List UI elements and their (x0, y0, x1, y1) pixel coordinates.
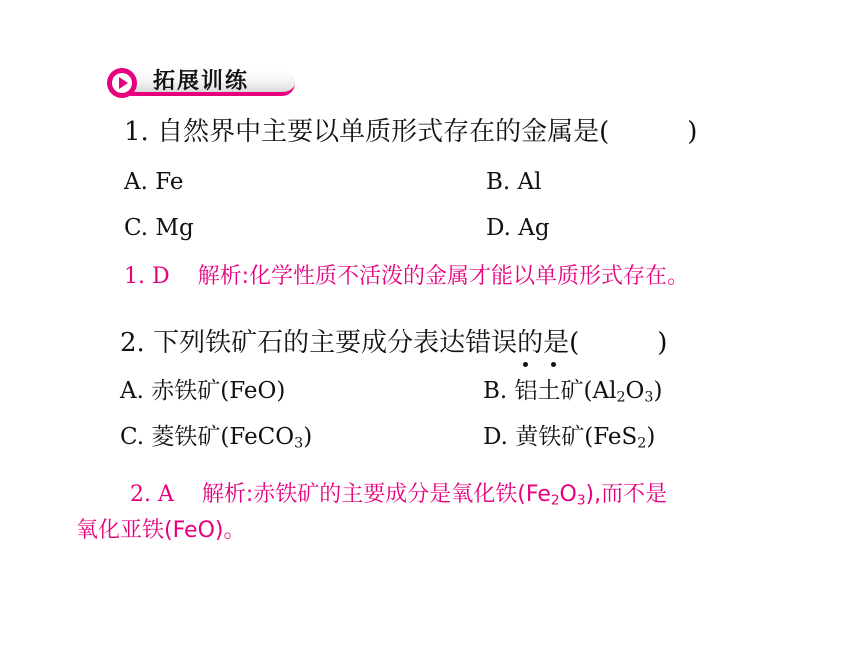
badge-label: 拓展训练 (153, 69, 250, 94)
answer-2-number: 2. A (130, 482, 174, 507)
q1-option-b: B. Al (486, 169, 542, 195)
answer-2-label: 解析: (201, 482, 254, 507)
q1-option-d: D. Ag (486, 215, 550, 241)
question-2-stem: 2. 下列铁矿石的主要成分表达错误的是( ) (120, 328, 668, 358)
section-badge (107, 67, 299, 99)
q2-option-d: D. 黄铁矿(FeS$_2$) (483, 424, 656, 452)
q1-option-a: A. Fe (124, 169, 184, 195)
answer-1-number: 1. D (124, 264, 170, 289)
answer-2-line-2: 氧化亚铁(FeO)。 (76, 518, 246, 543)
q2-option-a: A. 赤铁矿(FeO) (120, 378, 286, 404)
answer-1-text: 化学性质不活泼的金属才能以单质形式存在。 (249, 264, 690, 289)
q2-option-c: C. 菱铁矿(FeCO$_3$) (120, 424, 313, 452)
emphasis-dot (551, 362, 556, 367)
question-1-stem: 1. 自然界中主要以单质形式存在的金属是( ) (124, 117, 698, 147)
emphasis-dot (523, 362, 528, 367)
q1-option-c: C. Mg (124, 215, 194, 241)
answer-2-line-1: 2. A 解析:赤铁矿的主要成分是氧化铁$(Fe_2O_3)$,而不是 (130, 482, 668, 509)
answer-1-label: 解析: (197, 264, 250, 289)
play-icon (107, 68, 137, 98)
q2-option-b: B. 铝土矿$(Al_2O_3)$ (483, 378, 663, 406)
answer-1 (124, 262, 689, 292)
